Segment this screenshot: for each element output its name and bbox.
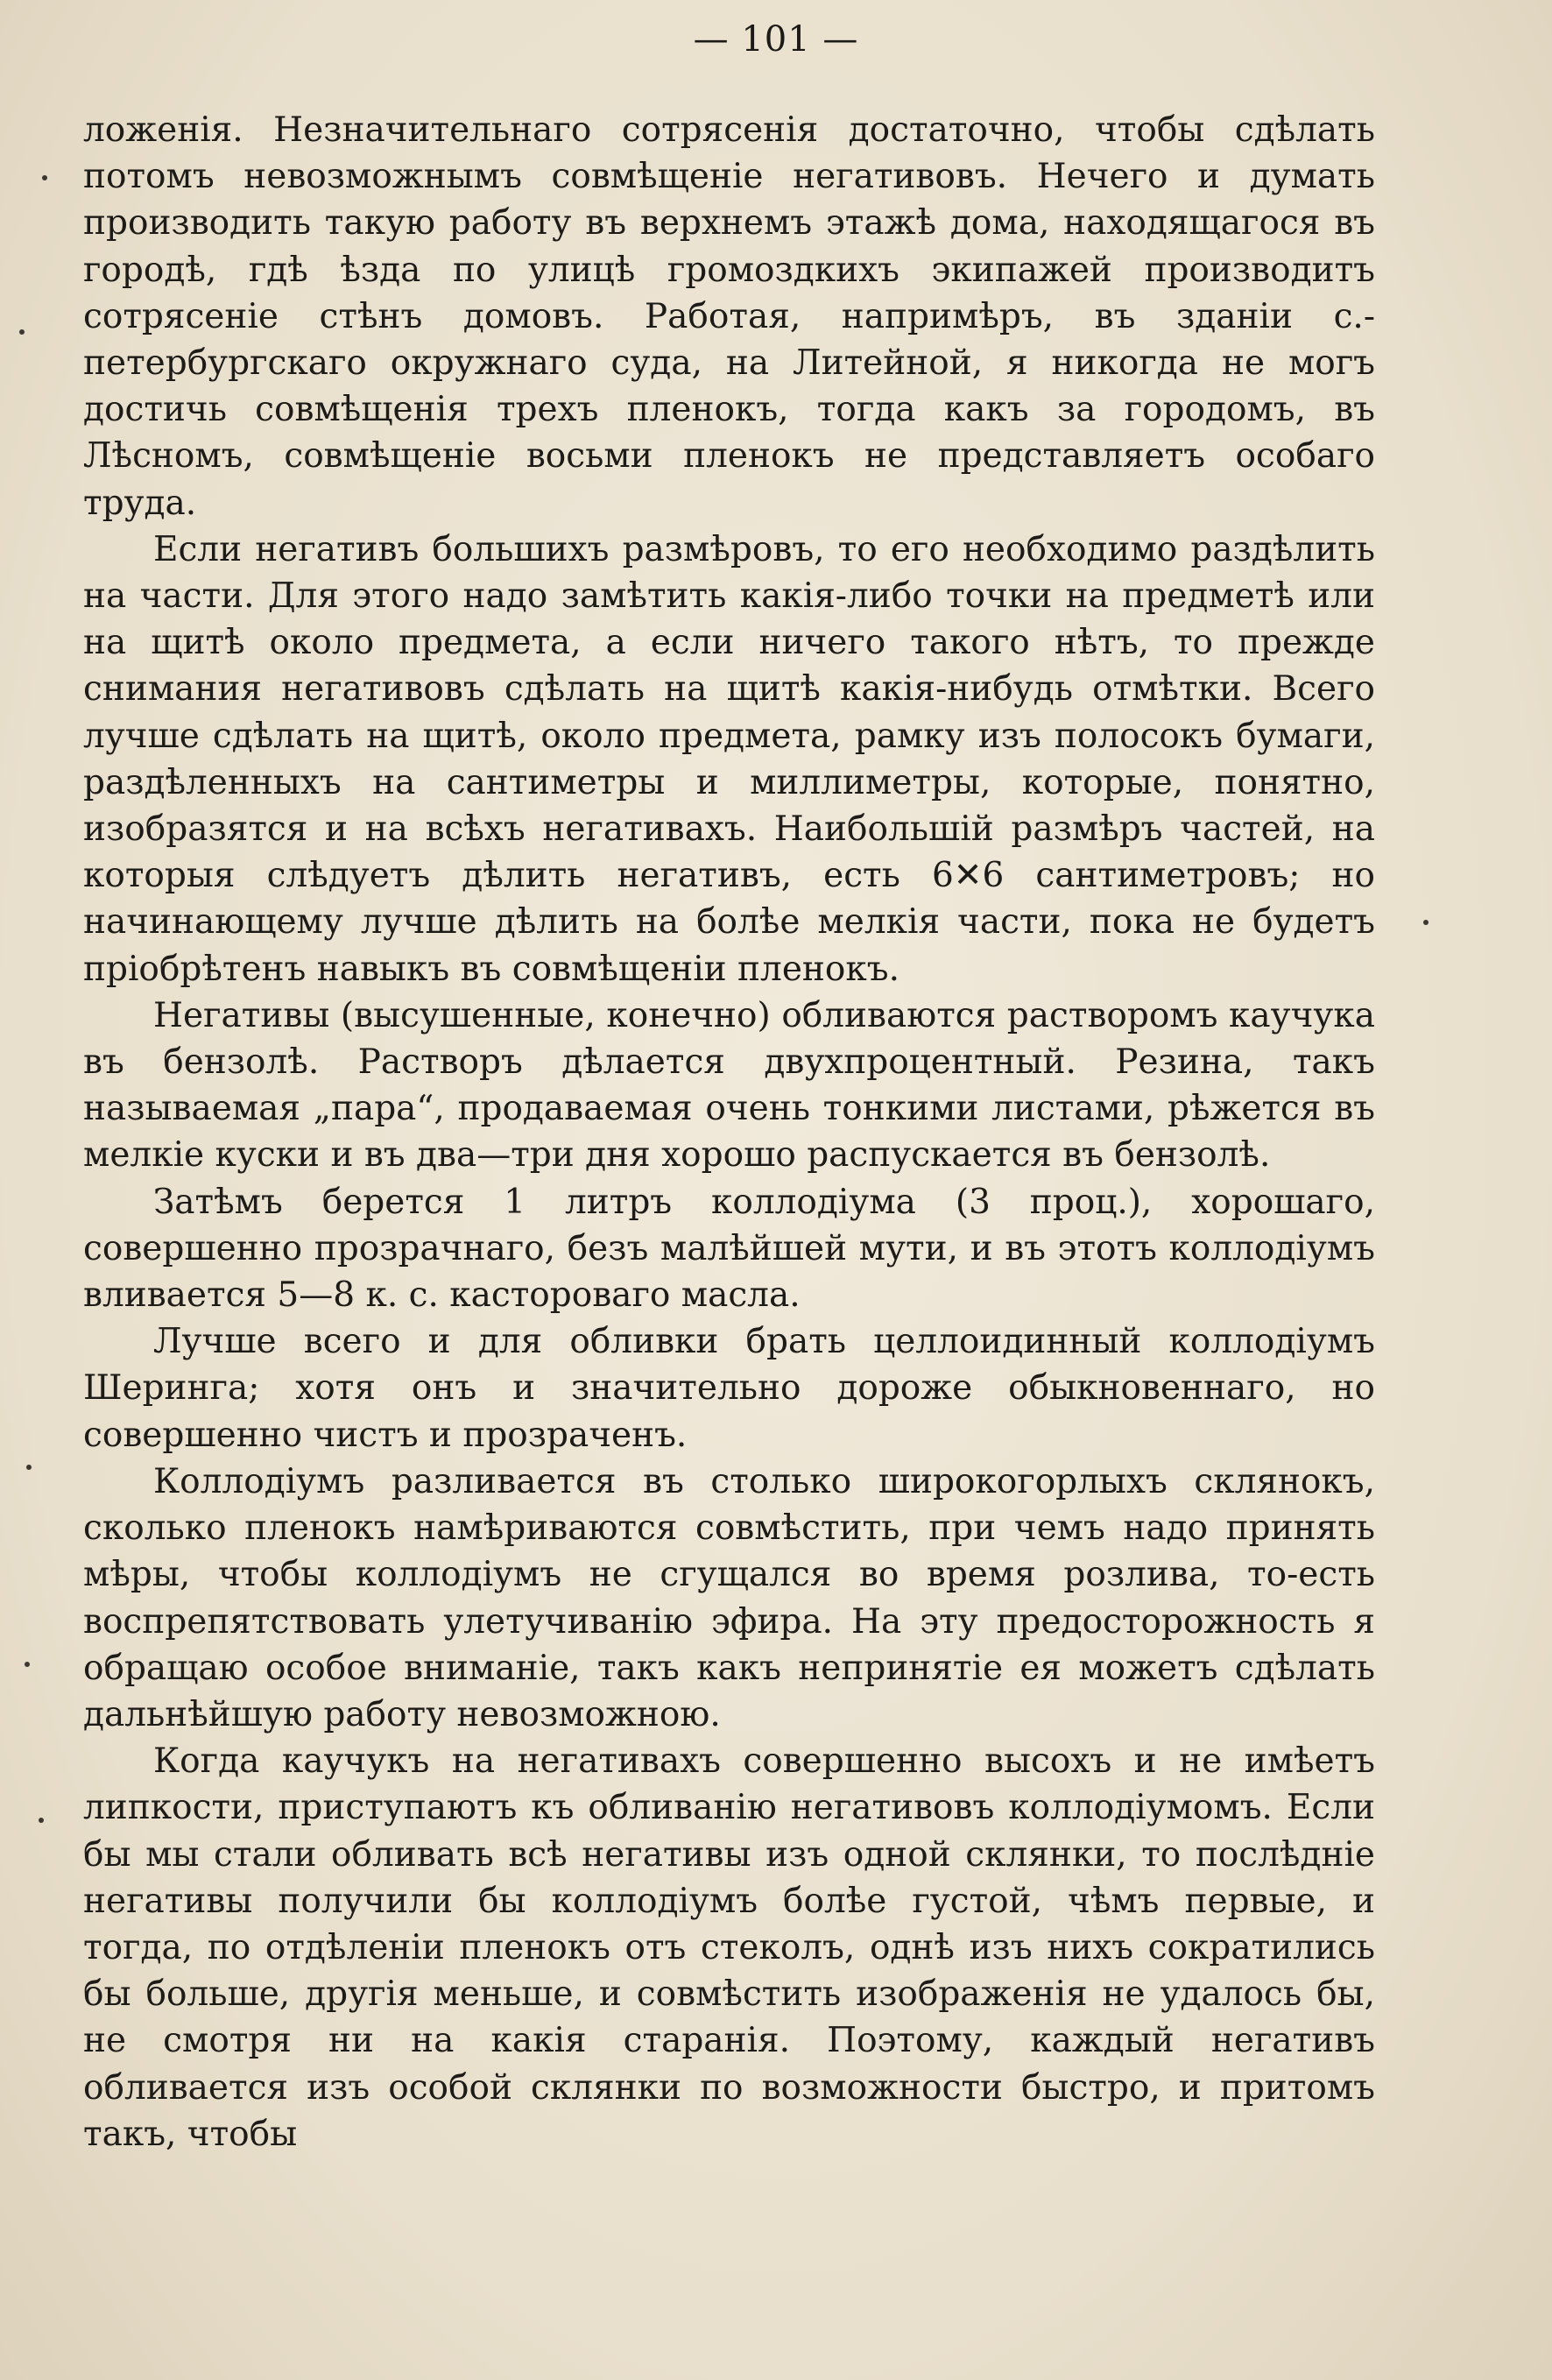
print-speck — [19, 329, 25, 335]
paragraph-4: Затѣмъ берется 1 литръ коллодіума (3 проц.), хорошаго, совершенно прозрачнаго, безъ малѣйшей мути, и въ этотъ коллодіумъ вливается 5—8 к. с. касторoваго масла. — [83, 1182, 1375, 1316]
print-speck — [1423, 920, 1429, 925]
paragraph-1: ложенія. Незначительнаго сотрясенія достаточно, чтобы сдѣлать потомъ невозможнымъ совмѣщеніе негативовъ. Нечего и думать производить такую работу въ верхнемъ этажѣ дома, находящагося въ городѣ, гдѣ ѣзда по улицѣ громоздкихъ экипажей производитъ сотрясеніе стѣнъ домовъ. Работая, напримѣръ, въ зданіи с.-петербургскаго окружнаго суда, на Литейной, я никогда не могъ достичь совмѣщенія трехъ пленокъ, тогда какъ за городомъ, въ Лѣсномъ, совмѣщеніе восьми пленокъ не представляетъ особаго труда. — [83, 110, 1375, 523]
paragraph-7: Когда каучукъ на негативахъ совершенно высохъ и не имѣетъ липкости, приступаютъ къ обливанію негативовъ коллодіумомъ. Если бы мы стали обливать всѣ негативы изъ одной склянки, то послѣдніе негативы получили бы коллодіумъ болѣе густой, чѣмъ первые, и тогда, по отдѣленіи пленокъ отъ стеколъ, однѣ изъ нихъ сократились бы больше, другія меньше, и совмѣстить изображенія не удалось бы, не смотря ни на какія старанія. Поэтому, каждый негативъ обливается изъ особой склянки по возможности быстро, и притомъ такъ, чтобы — [83, 1741, 1375, 2154]
paragraph-6: Коллодіумъ разливается въ столько широкогорлыхъ склянокъ, сколько пленокъ намѣриваются совмѣстить, при чемъ надо принять мѣры, чтобы коллодіумъ не сгущался во время розлива, то-есть воспрепятствовать улетучиванію эфира. На эту предосторожность я обращаю особое вниманіе, такъ какъ непринятіе ея можетъ сдѣлать дальнѣйшую работу невозможною. — [83, 1461, 1375, 1734]
print-speck — [25, 1662, 30, 1667]
print-speck — [42, 175, 47, 180]
paragraph-3: Негативы (высушенные, конечно) обливаются растворомъ каучука въ бензолѣ. Растворъ дѣлается двухпроцентный. Резина, такъ называемая „пара“, продаваемая очень тонкими листами, рѣжется въ мелкіе куски и въ два—три дня хорошо распускается въ бензолѣ. — [83, 995, 1375, 1176]
paragraph-5: Лучше всего и для обливки брать целлоидинный коллодіумъ Шеринга; хотя онъ и значительно дороже обыкновеннаго, но совершенно чистъ и прозраченъ. — [83, 1322, 1375, 1455]
print-speck — [39, 1818, 44, 1823]
print-speck — [26, 1465, 32, 1470]
paragraph-2: Если негативъ большихъ размѣровъ, то его необходимо раздѣлить на части. Для этого надо замѣтить какія-либо точки на предметѣ или на щитѣ около предмета, а если ничего такого нѣтъ, то прежде снимания негативовъ сдѣлать на щитѣ какія-нибудь отмѣтки. Всего лучше сдѣлать на щитѣ, около предмета, рамку изъ полосокъ бумаги, раздѣленныхъ на сантиметры и миллиметры, которые, понятно, изобразятся и на всѣхъ негативахъ. Наибольшій размѣръ частей, на которыя слѣдуетъ дѣлить негативъ, есть 6✕6 сантиметровъ; но начинающему лучше дѣлить на болѣе мелкія части, пока не будетъ пріобрѣтенъ навыкъ въ совмѣщеніи пленокъ. — [83, 529, 1375, 989]
page-number: — 101 — — [693, 19, 859, 60]
body-text — [83, 107, 1375, 2158]
